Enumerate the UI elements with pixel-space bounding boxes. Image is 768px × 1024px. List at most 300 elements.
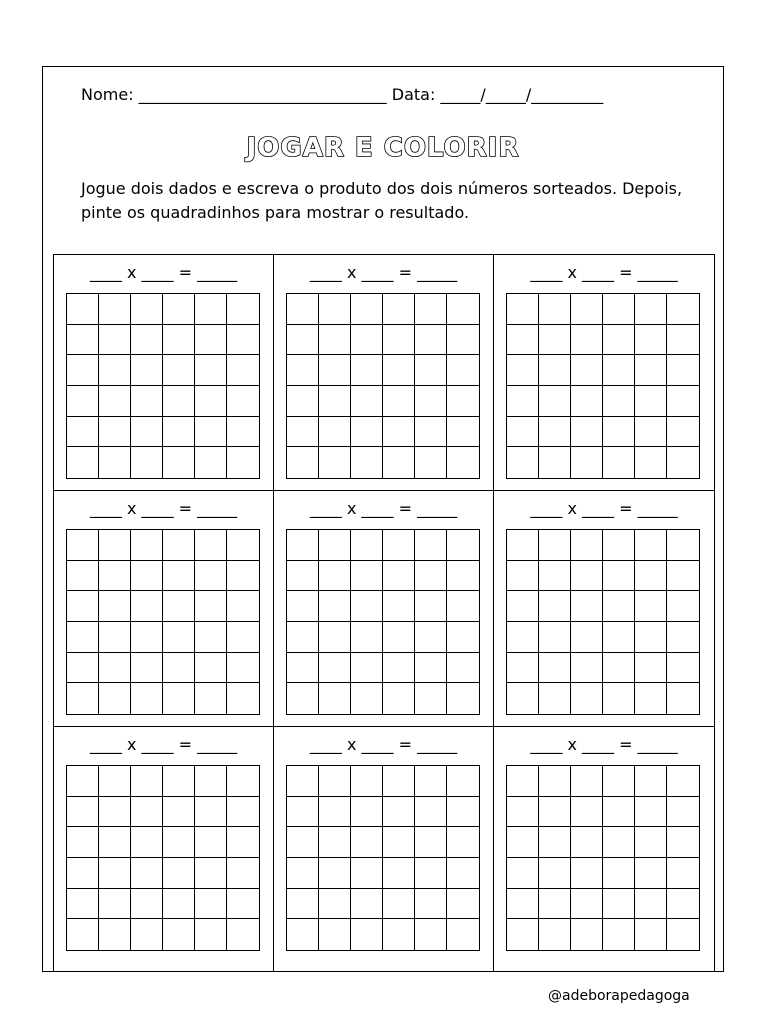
- grid-square[interactable]: [319, 653, 351, 684]
- grid-square[interactable]: [635, 294, 667, 325]
- grid-square[interactable]: [131, 561, 163, 592]
- grid-square[interactable]: [227, 919, 259, 950]
- grid-square[interactable]: [227, 591, 259, 622]
- grid-square[interactable]: [447, 683, 479, 714]
- grid-square[interactable]: [383, 919, 415, 950]
- grid-square[interactable]: [195, 622, 227, 653]
- grid-square[interactable]: [539, 766, 571, 797]
- grid-square[interactable]: [351, 889, 383, 920]
- grid-square[interactable]: [131, 889, 163, 920]
- grid-square[interactable]: [635, 858, 667, 889]
- grid-square[interactable]: [635, 386, 667, 417]
- grid-square[interactable]: [571, 417, 603, 448]
- grid-square[interactable]: [195, 827, 227, 858]
- grid-square[interactable]: [351, 530, 383, 561]
- grid-square[interactable]: [507, 827, 539, 858]
- grid-square[interactable]: [67, 325, 99, 356]
- grid-square[interactable]: [667, 294, 699, 325]
- grid-square[interactable]: [507, 355, 539, 386]
- grid-square[interactable]: [539, 355, 571, 386]
- grid-square[interactable]: [635, 530, 667, 561]
- grid-square[interactable]: [447, 622, 479, 653]
- grid-square[interactable]: [131, 417, 163, 448]
- grid-square[interactable]: [539, 797, 571, 828]
- grid-square[interactable]: [383, 355, 415, 386]
- grid-square[interactable]: [571, 591, 603, 622]
- grid-square[interactable]: [667, 653, 699, 684]
- grid-square[interactable]: [667, 447, 699, 478]
- grid-square[interactable]: [507, 591, 539, 622]
- grid-square[interactable]: [287, 827, 319, 858]
- grid-square[interactable]: [507, 797, 539, 828]
- grid-square[interactable]: [603, 766, 635, 797]
- grid-square[interactable]: [227, 294, 259, 325]
- grid-square[interactable]: [67, 797, 99, 828]
- grid-square[interactable]: [415, 386, 447, 417]
- grid-square[interactable]: [383, 622, 415, 653]
- grid-square[interactable]: [667, 561, 699, 592]
- grid-square[interactable]: [67, 530, 99, 561]
- grid-square[interactable]: [571, 355, 603, 386]
- grid-square[interactable]: [571, 653, 603, 684]
- grid-square[interactable]: [163, 919, 195, 950]
- equation-blank[interactable]: ____ x ____ = _____: [309, 499, 458, 518]
- grid-square[interactable]: [319, 530, 351, 561]
- equation-blank[interactable]: ____ x ____ = _____: [89, 263, 238, 282]
- grid-square[interactable]: [667, 530, 699, 561]
- grid-square[interactable]: [319, 591, 351, 622]
- grid-square[interactable]: [351, 919, 383, 950]
- grid-square[interactable]: [667, 797, 699, 828]
- grid-square[interactable]: [131, 919, 163, 950]
- grid-square[interactable]: [603, 355, 635, 386]
- grid-square[interactable]: [635, 355, 667, 386]
- grid-square[interactable]: [163, 858, 195, 889]
- grid-square[interactable]: [163, 827, 195, 858]
- grid-square[interactable]: [603, 919, 635, 950]
- grid-square[interactable]: [99, 683, 131, 714]
- grid-square[interactable]: [351, 766, 383, 797]
- grid-square[interactable]: [287, 561, 319, 592]
- grid-square[interactable]: [131, 766, 163, 797]
- grid-square[interactable]: [571, 561, 603, 592]
- grid-square[interactable]: [227, 766, 259, 797]
- grid-square[interactable]: [131, 355, 163, 386]
- grid-square[interactable]: [319, 766, 351, 797]
- grid-square[interactable]: [447, 561, 479, 592]
- grid-square[interactable]: [99, 591, 131, 622]
- grid-square[interactable]: [319, 919, 351, 950]
- grid-square[interactable]: [67, 766, 99, 797]
- grid-square[interactable]: [319, 417, 351, 448]
- grid-square[interactable]: [287, 447, 319, 478]
- grid-square[interactable]: [163, 417, 195, 448]
- grid-square[interactable]: [415, 919, 447, 950]
- grid-square[interactable]: [131, 591, 163, 622]
- grid-square[interactable]: [227, 797, 259, 828]
- grid-square[interactable]: [415, 653, 447, 684]
- grid-square[interactable]: [163, 622, 195, 653]
- grid-square[interactable]: [227, 530, 259, 561]
- grid-square[interactable]: [195, 417, 227, 448]
- equation-blank[interactable]: ____ x ____ = _____: [530, 735, 678, 754]
- grid-square[interactable]: [539, 919, 571, 950]
- grid-square[interactable]: [415, 561, 447, 592]
- grid-square[interactable]: [67, 294, 99, 325]
- grid-square[interactable]: [67, 447, 99, 478]
- grid-square[interactable]: [319, 294, 351, 325]
- grid-square[interactable]: [603, 797, 635, 828]
- grid-square[interactable]: [67, 622, 99, 653]
- grid-square[interactable]: [383, 591, 415, 622]
- grid-square[interactable]: [383, 827, 415, 858]
- grid-square[interactable]: [195, 766, 227, 797]
- grid-square[interactable]: [667, 889, 699, 920]
- grid-square[interactable]: [67, 858, 99, 889]
- grid-square[interactable]: [99, 827, 131, 858]
- grid-square[interactable]: [635, 591, 667, 622]
- grid-square[interactable]: [67, 827, 99, 858]
- coloring-grid[interactable]: [66, 529, 260, 715]
- grid-square[interactable]: [131, 653, 163, 684]
- grid-square[interactable]: [447, 858, 479, 889]
- grid-square[interactable]: [67, 561, 99, 592]
- grid-square[interactable]: [163, 386, 195, 417]
- grid-square[interactable]: [447, 294, 479, 325]
- grid-square[interactable]: [99, 355, 131, 386]
- grid-square[interactable]: [319, 797, 351, 828]
- grid-square[interactable]: [67, 417, 99, 448]
- coloring-grid[interactable]: [506, 765, 700, 951]
- grid-square[interactable]: [287, 653, 319, 684]
- grid-square[interactable]: [131, 530, 163, 561]
- grid-square[interactable]: [571, 622, 603, 653]
- grid-square[interactable]: [539, 622, 571, 653]
- grid-square[interactable]: [131, 386, 163, 417]
- grid-square[interactable]: [603, 294, 635, 325]
- equation-blank[interactable]: ____ x ____ = _____: [89, 499, 238, 518]
- grid-square[interactable]: [383, 530, 415, 561]
- grid-square[interactable]: [131, 858, 163, 889]
- grid-square[interactable]: [67, 591, 99, 622]
- grid-square[interactable]: [351, 447, 383, 478]
- grid-square[interactable]: [195, 325, 227, 356]
- grid-square[interactable]: [507, 766, 539, 797]
- grid-square[interactable]: [415, 797, 447, 828]
- grid-square[interactable]: [319, 561, 351, 592]
- grid-square[interactable]: [99, 919, 131, 950]
- grid-square[interactable]: [287, 294, 319, 325]
- grid-square[interactable]: [507, 530, 539, 561]
- grid-square[interactable]: [415, 530, 447, 561]
- grid-square[interactable]: [539, 386, 571, 417]
- grid-square[interactable]: [383, 325, 415, 356]
- grid-square[interactable]: [163, 447, 195, 478]
- grid-square[interactable]: [99, 561, 131, 592]
- grid-square[interactable]: [635, 827, 667, 858]
- grid-square[interactable]: [227, 653, 259, 684]
- grid-square[interactable]: [667, 417, 699, 448]
- grid-square[interactable]: [351, 294, 383, 325]
- grid-square[interactable]: [415, 591, 447, 622]
- grid-square[interactable]: [287, 530, 319, 561]
- grid-square[interactable]: [163, 591, 195, 622]
- grid-square[interactable]: [351, 653, 383, 684]
- grid-square[interactable]: [227, 447, 259, 478]
- grid-square[interactable]: [539, 591, 571, 622]
- grid-square[interactable]: [667, 827, 699, 858]
- grid-square[interactable]: [603, 622, 635, 653]
- grid-square[interactable]: [383, 294, 415, 325]
- grid-square[interactable]: [351, 355, 383, 386]
- coloring-grid[interactable]: [506, 529, 700, 715]
- grid-square[interactable]: [447, 325, 479, 356]
- grid-square[interactable]: [539, 530, 571, 561]
- name-date-line[interactable]: Nome: _______________________________ Data: _____/_____/_________: [81, 85, 604, 104]
- grid-square[interactable]: [383, 889, 415, 920]
- grid-square[interactable]: [287, 797, 319, 828]
- grid-square[interactable]: [447, 827, 479, 858]
- grid-square[interactable]: [131, 797, 163, 828]
- grid-square[interactable]: [447, 766, 479, 797]
- grid-square[interactable]: [415, 417, 447, 448]
- grid-square[interactable]: [195, 683, 227, 714]
- grid-square[interactable]: [195, 919, 227, 950]
- equation-blank[interactable]: ____ x ____ = _____: [89, 735, 238, 754]
- grid-square[interactable]: [67, 653, 99, 684]
- grid-square[interactable]: [99, 325, 131, 356]
- grid-square[interactable]: [287, 889, 319, 920]
- grid-square[interactable]: [227, 858, 259, 889]
- grid-square[interactable]: [383, 766, 415, 797]
- grid-square[interactable]: [163, 889, 195, 920]
- grid-square[interactable]: [99, 386, 131, 417]
- grid-square[interactable]: [539, 294, 571, 325]
- grid-square[interactable]: [603, 417, 635, 448]
- grid-square[interactable]: [227, 622, 259, 653]
- grid-square[interactable]: [415, 447, 447, 478]
- grid-square[interactable]: [383, 386, 415, 417]
- grid-square[interactable]: [635, 417, 667, 448]
- grid-square[interactable]: [507, 561, 539, 592]
- grid-square[interactable]: [99, 797, 131, 828]
- grid-square[interactable]: [539, 447, 571, 478]
- grid-square[interactable]: [415, 325, 447, 356]
- grid-square[interactable]: [287, 386, 319, 417]
- grid-square[interactable]: [507, 919, 539, 950]
- grid-square[interactable]: [603, 530, 635, 561]
- grid-square[interactable]: [571, 858, 603, 889]
- grid-square[interactable]: [227, 355, 259, 386]
- grid-square[interactable]: [507, 294, 539, 325]
- grid-square[interactable]: [195, 294, 227, 325]
- grid-square[interactable]: [603, 386, 635, 417]
- grid-square[interactable]: [227, 827, 259, 858]
- grid-square[interactable]: [415, 858, 447, 889]
- grid-square[interactable]: [603, 591, 635, 622]
- grid-square[interactable]: [131, 294, 163, 325]
- grid-square[interactable]: [415, 827, 447, 858]
- grid-square[interactable]: [163, 561, 195, 592]
- grid-square[interactable]: [603, 889, 635, 920]
- grid-square[interactable]: [195, 889, 227, 920]
- grid-square[interactable]: [539, 858, 571, 889]
- grid-square[interactable]: [603, 561, 635, 592]
- grid-square[interactable]: [571, 530, 603, 561]
- grid-square[interactable]: [287, 591, 319, 622]
- grid-square[interactable]: [163, 355, 195, 386]
- grid-square[interactable]: [287, 919, 319, 950]
- grid-square[interactable]: [571, 447, 603, 478]
- grid-square[interactable]: [447, 591, 479, 622]
- grid-square[interactable]: [415, 766, 447, 797]
- coloring-grid[interactable]: [66, 765, 260, 951]
- grid-square[interactable]: [351, 417, 383, 448]
- grid-square[interactable]: [163, 325, 195, 356]
- grid-square[interactable]: [67, 355, 99, 386]
- grid-square[interactable]: [667, 355, 699, 386]
- grid-square[interactable]: [351, 622, 383, 653]
- grid-square[interactable]: [571, 797, 603, 828]
- grid-square[interactable]: [539, 683, 571, 714]
- coloring-grid[interactable]: [506, 293, 700, 479]
- grid-square[interactable]: [351, 858, 383, 889]
- grid-square[interactable]: [319, 827, 351, 858]
- grid-square[interactable]: [319, 622, 351, 653]
- grid-square[interactable]: [539, 827, 571, 858]
- grid-square[interactable]: [415, 294, 447, 325]
- grid-square[interactable]: [383, 417, 415, 448]
- grid-square[interactable]: [447, 386, 479, 417]
- grid-square[interactable]: [99, 653, 131, 684]
- grid-square[interactable]: [635, 561, 667, 592]
- grid-square[interactable]: [635, 447, 667, 478]
- grid-square[interactable]: [67, 386, 99, 417]
- grid-square[interactable]: [667, 325, 699, 356]
- grid-square[interactable]: [351, 827, 383, 858]
- grid-square[interactable]: [287, 683, 319, 714]
- grid-square[interactable]: [195, 653, 227, 684]
- grid-square[interactable]: [447, 447, 479, 478]
- grid-square[interactable]: [227, 683, 259, 714]
- grid-square[interactable]: [447, 653, 479, 684]
- grid-square[interactable]: [635, 797, 667, 828]
- grid-square[interactable]: [635, 653, 667, 684]
- grid-square[interactable]: [99, 417, 131, 448]
- grid-square[interactable]: [319, 889, 351, 920]
- grid-square[interactable]: [667, 591, 699, 622]
- grid-square[interactable]: [507, 683, 539, 714]
- grid-square[interactable]: [319, 386, 351, 417]
- grid-square[interactable]: [571, 294, 603, 325]
- grid-square[interactable]: [351, 325, 383, 356]
- equation-blank[interactable]: ____ x ____ = _____: [530, 263, 678, 282]
- grid-square[interactable]: [99, 858, 131, 889]
- grid-square[interactable]: [287, 858, 319, 889]
- grid-square[interactable]: [667, 858, 699, 889]
- grid-square[interactable]: [415, 622, 447, 653]
- grid-square[interactable]: [415, 355, 447, 386]
- grid-square[interactable]: [603, 325, 635, 356]
- grid-square[interactable]: [227, 325, 259, 356]
- grid-square[interactable]: [571, 325, 603, 356]
- grid-square[interactable]: [539, 889, 571, 920]
- grid-square[interactable]: [195, 530, 227, 561]
- grid-square[interactable]: [319, 355, 351, 386]
- grid-square[interactable]: [195, 797, 227, 828]
- grid-square[interactable]: [539, 561, 571, 592]
- coloring-grid[interactable]: [286, 293, 480, 479]
- grid-square[interactable]: [507, 858, 539, 889]
- grid-square[interactable]: [287, 325, 319, 356]
- grid-square[interactable]: [507, 653, 539, 684]
- grid-square[interactable]: [383, 561, 415, 592]
- grid-square[interactable]: [539, 417, 571, 448]
- grid-square[interactable]: [571, 919, 603, 950]
- grid-square[interactable]: [195, 386, 227, 417]
- grid-square[interactable]: [383, 683, 415, 714]
- grid-square[interactable]: [99, 530, 131, 561]
- grid-square[interactable]: [351, 591, 383, 622]
- grid-square[interactable]: [227, 386, 259, 417]
- grid-square[interactable]: [635, 766, 667, 797]
- grid-square[interactable]: [67, 919, 99, 950]
- grid-square[interactable]: [227, 889, 259, 920]
- grid-square[interactable]: [99, 889, 131, 920]
- coloring-grid[interactable]: [286, 765, 480, 951]
- grid-square[interactable]: [131, 683, 163, 714]
- grid-square[interactable]: [603, 683, 635, 714]
- grid-square[interactable]: [447, 919, 479, 950]
- grid-square[interactable]: [667, 622, 699, 653]
- equation-blank[interactable]: ____ x ____ = _____: [309, 263, 458, 282]
- grid-square[interactable]: [507, 386, 539, 417]
- grid-square[interactable]: [163, 530, 195, 561]
- grid-square[interactable]: [131, 827, 163, 858]
- grid-square[interactable]: [319, 683, 351, 714]
- grid-square[interactable]: [163, 766, 195, 797]
- grid-square[interactable]: [227, 417, 259, 448]
- grid-square[interactable]: [635, 889, 667, 920]
- grid-square[interactable]: [195, 561, 227, 592]
- grid-square[interactable]: [227, 561, 259, 592]
- grid-square[interactable]: [163, 683, 195, 714]
- grid-square[interactable]: [507, 622, 539, 653]
- grid-square[interactable]: [383, 447, 415, 478]
- grid-square[interactable]: [351, 797, 383, 828]
- grid-square[interactable]: [507, 417, 539, 448]
- grid-square[interactable]: [99, 766, 131, 797]
- grid-square[interactable]: [415, 889, 447, 920]
- grid-square[interactable]: [539, 653, 571, 684]
- grid-square[interactable]: [507, 325, 539, 356]
- grid-square[interactable]: [571, 766, 603, 797]
- equation-blank[interactable]: ____ x ____ = _____: [530, 499, 678, 518]
- grid-square[interactable]: [319, 325, 351, 356]
- grid-square[interactable]: [635, 683, 667, 714]
- grid-square[interactable]: [667, 766, 699, 797]
- grid-square[interactable]: [447, 530, 479, 561]
- grid-square[interactable]: [383, 858, 415, 889]
- equation-blank[interactable]: ____ x ____ = _____: [309, 735, 458, 754]
- grid-square[interactable]: [351, 386, 383, 417]
- grid-square[interactable]: [603, 653, 635, 684]
- grid-square[interactable]: [319, 858, 351, 889]
- grid-square[interactable]: [635, 919, 667, 950]
- grid-square[interactable]: [67, 683, 99, 714]
- grid-square[interactable]: [351, 683, 383, 714]
- grid-square[interactable]: [287, 766, 319, 797]
